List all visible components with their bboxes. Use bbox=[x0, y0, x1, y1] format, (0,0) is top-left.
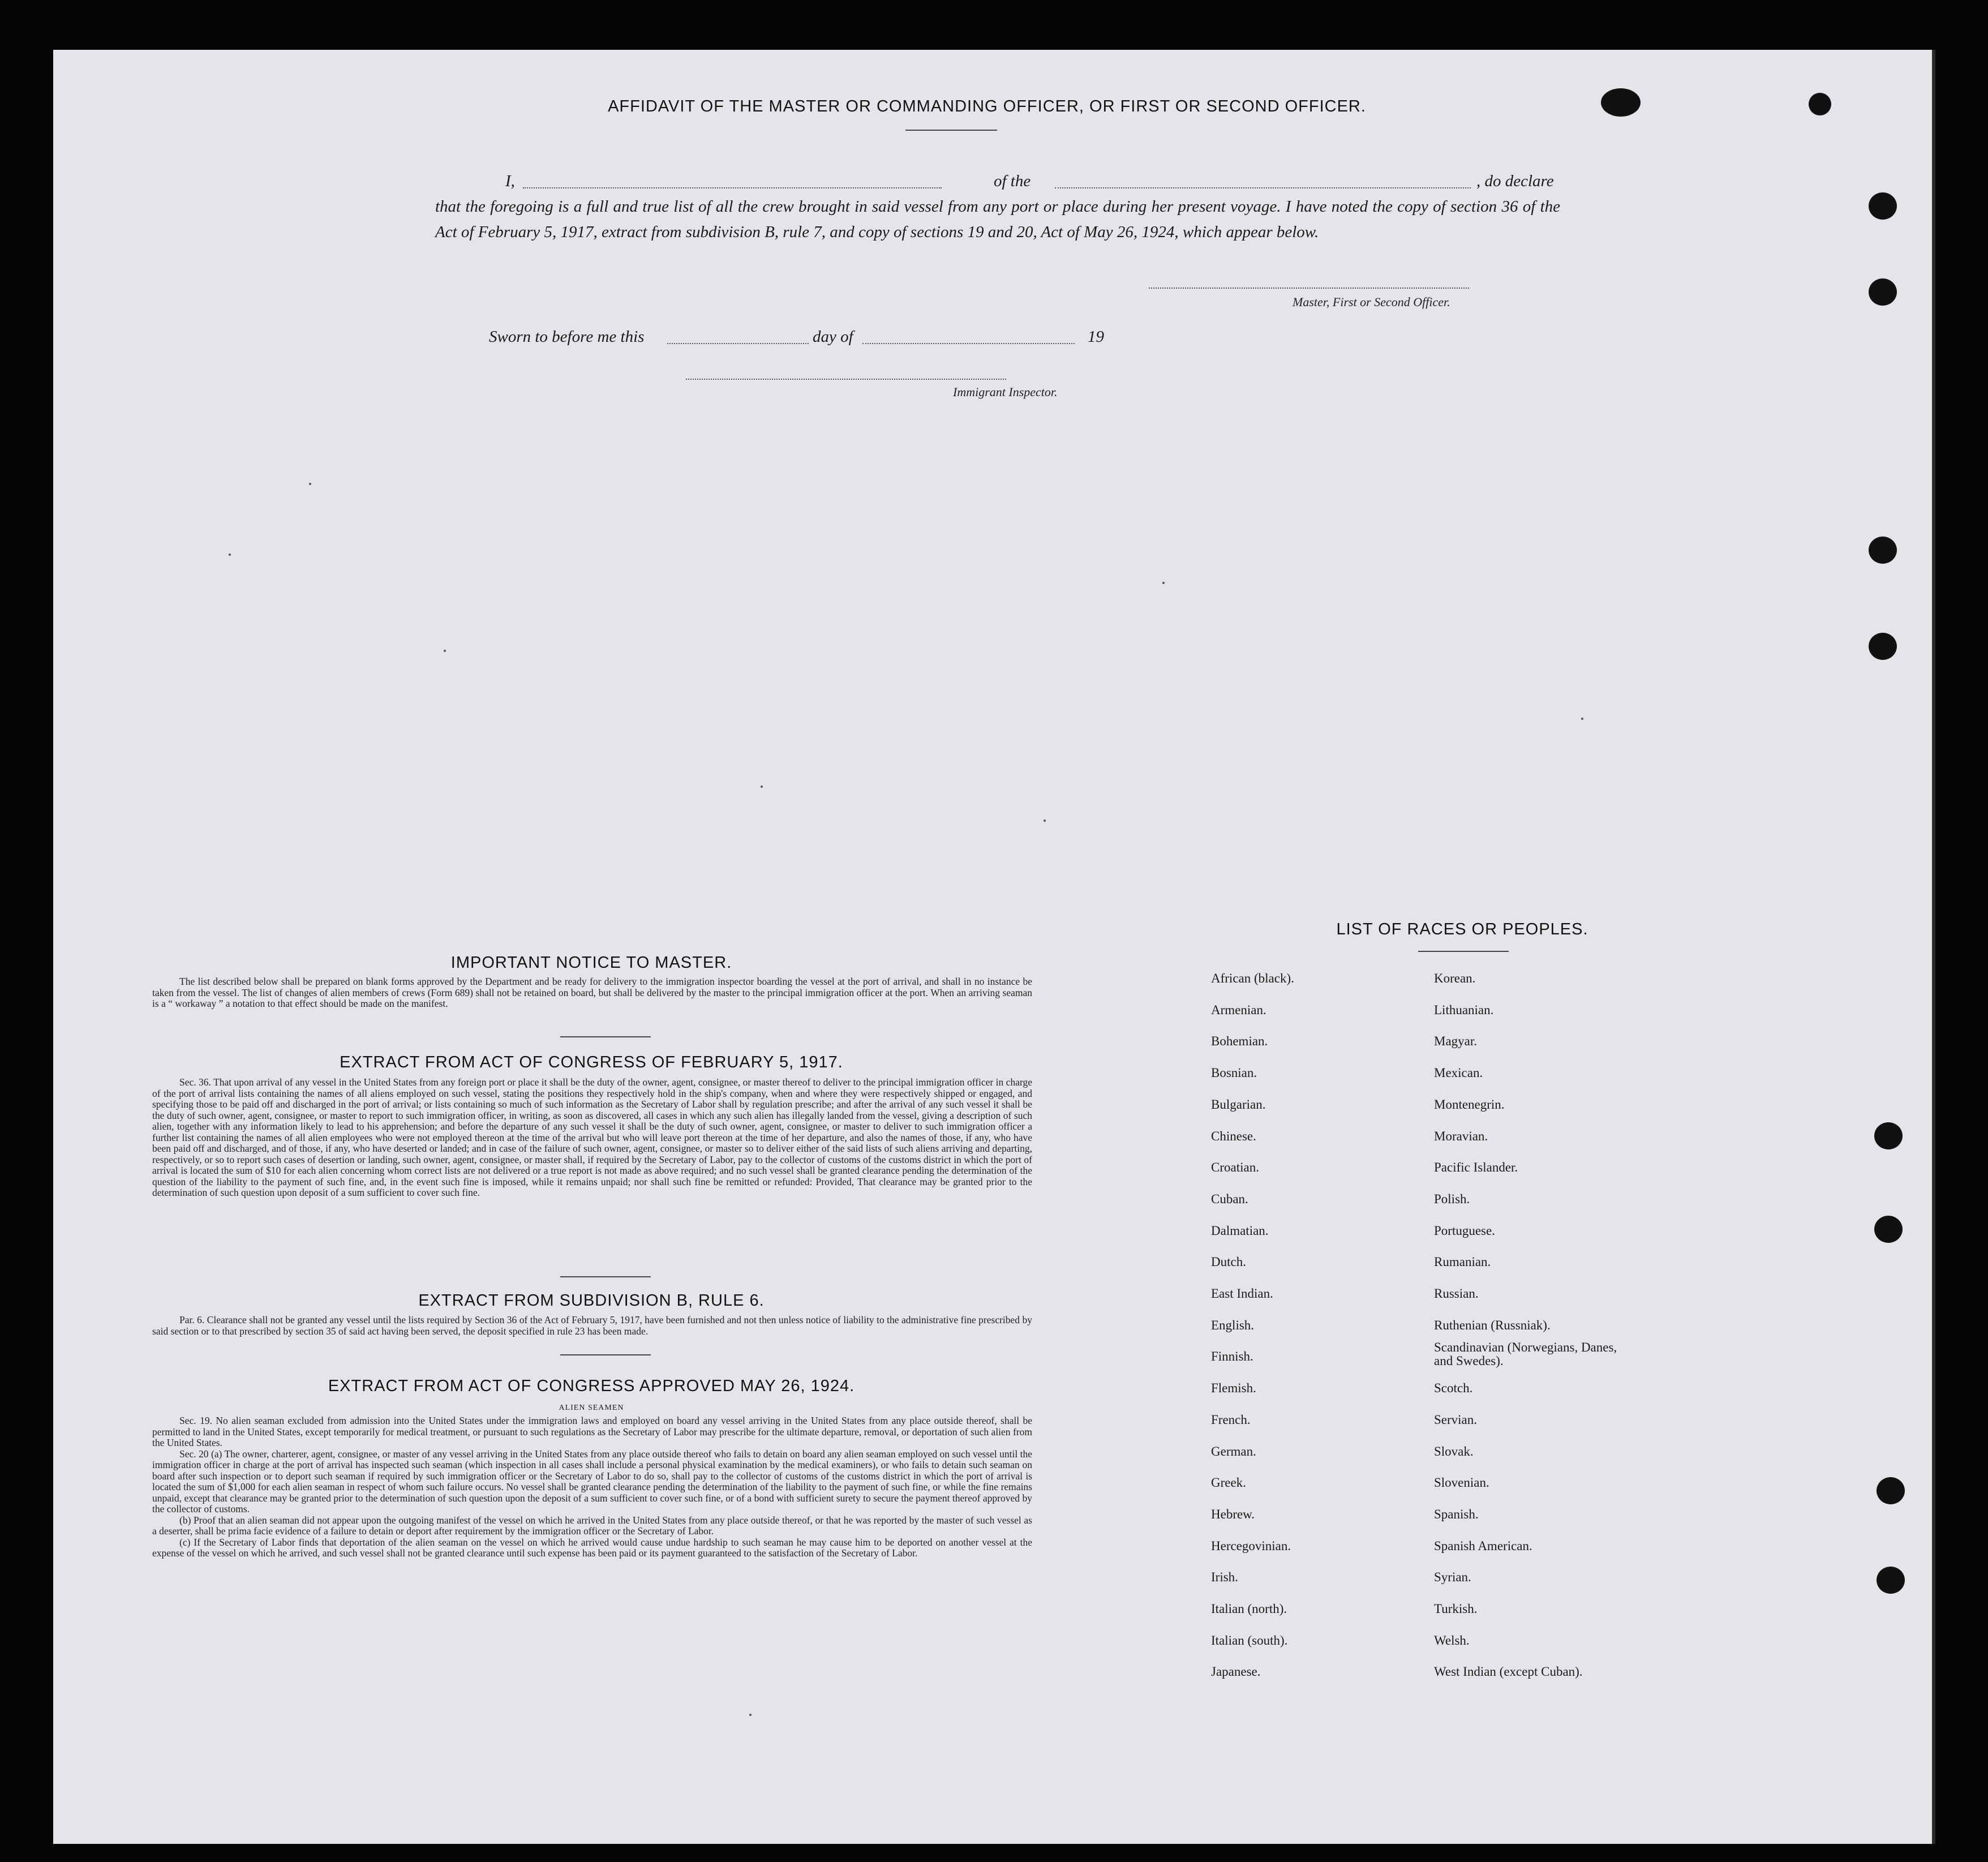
affidavit-title: AFFIDAVIT OF THE MASTER OR COMMANDING OFFICER, OR FIRST OR SECOND OFFICER. bbox=[608, 97, 1366, 115]
inspector-signature-caption: Immigrant Inspector. bbox=[953, 385, 1058, 399]
scan-speck bbox=[1581, 718, 1583, 720]
race-item: Russian. bbox=[1434, 1286, 1479, 1301]
race-item: Welsh. bbox=[1434, 1633, 1470, 1648]
subdivision-divider bbox=[560, 1354, 651, 1355]
race-item: Hercegovinian. bbox=[1211, 1538, 1291, 1553]
races-title: LIST OF RACES OR PEOPLES. bbox=[1336, 920, 1588, 938]
race-item: Korean. bbox=[1434, 971, 1476, 985]
vessel-name-field[interactable] bbox=[1055, 187, 1471, 188]
race-item: Greek. bbox=[1211, 1475, 1246, 1490]
master-signature-caption: Master, First or Second Officer. bbox=[1293, 295, 1450, 309]
subdivision-text: Par. 6. Clearance shall not be granted any vessel until the lists required by Section 36 of the Act of February 5, 1917, have been furnished and not then unless notice of liability to the administrative fine prescribed by said section or to that prescribed by section 35 of said act having been served, the deposit specified in rule 23 has been made. bbox=[152, 1314, 1032, 1337]
race-item: Spanish. bbox=[1434, 1507, 1479, 1521]
notice-divider bbox=[560, 1036, 651, 1037]
notice-text: The list described below shall be prepared on blank forms approved by the Department and be ready for delivery to the immigration inspector boarding the vessel at the port of arrival, and shall in no instance be taken from the vessel. The list of changes of alien members of crews (Form 689) shall not be retained on board, but shall be delivered by the master to the principal immigration officer at the port. When an arriving seaman is a “ workaway ” a notation to that effect should be made on the manifest. bbox=[152, 976, 1032, 1009]
race-item: Bohemian. bbox=[1211, 1034, 1268, 1049]
scan-speck bbox=[444, 650, 446, 652]
punch-hole bbox=[1869, 537, 1897, 564]
sworn-label: Sworn to before me this bbox=[489, 328, 645, 346]
punch-hole bbox=[1874, 1122, 1903, 1149]
races-left-column bbox=[1211, 963, 1294, 1688]
section-20b-paragraph: (b) Proof that an alien seaman did not appear upon the outgoing manifest of the vessel on which he arrived in the United States from any place outside thereof, or that he was reported by the master of such vessel as a deserter, shall be prima facie evidence of a failure to detain or deport after requirement by the immigration officer or the Secretary of Labor. bbox=[152, 1514, 1032, 1537]
race-item: African (black). bbox=[1211, 971, 1294, 985]
extract-1917-title: EXTRACT FROM ACT OF CONGRESS OF FEBRUARY 5, 1917. bbox=[340, 1053, 843, 1071]
race-item: Turkish. bbox=[1434, 1602, 1478, 1616]
race-item: Bosnian. bbox=[1211, 1066, 1257, 1080]
races-right-column bbox=[1434, 963, 1621, 1688]
race-item: Magyar. bbox=[1434, 1034, 1478, 1049]
race-item: Irish. bbox=[1211, 1570, 1238, 1585]
race-item: Ruthenian (Russniak). bbox=[1434, 1318, 1551, 1332]
affidavit-statement: that the foregoing is a full and true list of all the crew brought in said vessel from any port or place during her present voyage. I have noted the copy of section 36 of the Act of February 5, 1917, extract from subdivision B, rule 7, and copy of sections 19 and 20, Act of May 26, 1924, which appear below. bbox=[435, 198, 1560, 241]
race-item: Flemish. bbox=[1211, 1381, 1256, 1396]
race-item: Lithuanian. bbox=[1434, 1002, 1494, 1017]
race-item: Japanese. bbox=[1211, 1664, 1261, 1679]
scan-speck bbox=[309, 483, 311, 485]
race-item: East Indian. bbox=[1211, 1286, 1273, 1301]
extract-1917-text: Sec. 36. That upon arrival of any vessel in the United States from any foreign port or place it shall be the duty of the owner, agent, consignee, or master thereof to deliver to the principal immigration officer in charge of the port of arrival lists containing the names of all aliens employed on such vessel, stating the positions they respectively hold in the ship's company, when and where they were respectively shipped or engaged, and specifying those to be paid off and discharged in the port of arrival; or lists containing so much of such information as the Secretary of Labor shall by regulation prescribe; and after the arrival of any such vessel it shall be the duty of such owner, agent, consignee, or master to report to such immigration officer, in writing, as soon as discovered, all cases in which any such alien has illegally landed from the vessel, giving a description of such alien, together with any information likely to lead to his apprehension; and before the departure of any such vessel it shall be the duty of such owner, agent, consignee, or master to deliver to such immigration officer a further list containing the names of all alien employees who were not employed thereon at the time of the arrival but who will leave port thereon at the time of her departure, and also the names of those, if any, who have been paid off and discharged, and of those, if any, who have deserted or landed; and in case of the failure of such owner, agent, consignee, or master so to deliver either of the said lists of such aliens arriving and departing, respectively, or so to report such cases of desertion or landing, such owner, agent, consignee, or master shall, if required by the Secretary of Labor, pay to the collector of customs of the customs district in which the port of arrival is located the sum of $10 for each alien concerning whom correct lists are not delivered or a true report is not made as above required; and no such vessel shall be granted clearance pending the determination of the question of the liability to the payment of such fine, and, in the event such fine is imposed, while it remains unpaid; nor shall such fine be remitted or refunded: Provided, That clearance may be granted prior to the determination of such question upon deposit of a sum sufficient to cover such fine. bbox=[152, 1076, 1032, 1198]
day-of-label: day of bbox=[813, 328, 853, 346]
punch-hole bbox=[1809, 93, 1831, 115]
notice-title: IMPORTANT NOTICE TO MASTER. bbox=[450, 954, 732, 972]
scan-speck bbox=[1044, 820, 1046, 822]
subdivision-title: EXTRACT FROM SUBDIVISION B, RULE 6. bbox=[418, 1292, 765, 1310]
affidavit-first-line bbox=[435, 169, 1560, 194]
section-19-paragraph: Sec. 19. No alien seaman excluded from admission into the United States under the immigration laws and employed on board any vessel arriving in the United States from any place outside thereof, shall be permitted to land in the United States, except temporarily for medical treatment, or pursuant to such regulations as the Secretary of Labor may prescribe for the ultimate departure, removal, or deportation of such alien from the United States. bbox=[152, 1415, 1032, 1448]
extract-1924-title: EXTRACT FROM ACT OF CONGRESS APPROVED MAY 26, 1924. bbox=[328, 1377, 855, 1395]
race-item: Slovenian. bbox=[1434, 1475, 1489, 1490]
scan-speck bbox=[761, 786, 763, 788]
alien-seamen-subtitle: ALIEN SEAMEN bbox=[559, 1404, 624, 1412]
race-item: Mexican. bbox=[1434, 1066, 1483, 1080]
race-item: Polish. bbox=[1434, 1191, 1470, 1206]
scan-speck bbox=[749, 1714, 752, 1716]
title-divider bbox=[905, 130, 997, 131]
race-item: Slovak. bbox=[1434, 1444, 1474, 1458]
race-item: Dutch. bbox=[1211, 1255, 1246, 1269]
race-item: West Indian (except Cuban). bbox=[1434, 1664, 1583, 1679]
race-item: Armenian. bbox=[1211, 1002, 1266, 1017]
race-item: Italian (south). bbox=[1211, 1633, 1288, 1648]
punch-hole bbox=[1877, 1567, 1905, 1594]
declarant-prefix: I, bbox=[505, 172, 515, 190]
race-item: Montenegrin. bbox=[1434, 1097, 1505, 1112]
race-item: Moravian. bbox=[1434, 1129, 1488, 1143]
race-item: Portuguese. bbox=[1434, 1223, 1495, 1238]
declarant-name-field[interactable] bbox=[523, 187, 942, 188]
race-item: Syrian. bbox=[1434, 1570, 1471, 1585]
punch-hole bbox=[1869, 192, 1897, 220]
race-item: Scandinavian (Norwegians, Danes, and Swedes). bbox=[1434, 1340, 1617, 1368]
race-item: Cuban. bbox=[1211, 1191, 1248, 1206]
of-the-label: of the bbox=[994, 172, 1031, 190]
race-item: Scotch. bbox=[1434, 1381, 1473, 1396]
sworn-line bbox=[489, 324, 1196, 350]
race-item: Croatian. bbox=[1211, 1160, 1259, 1175]
punch-hole bbox=[1869, 633, 1897, 660]
race-item: Hebrew. bbox=[1211, 1507, 1255, 1521]
race-item: Pacific Islander. bbox=[1434, 1160, 1518, 1175]
sworn-month-field[interactable] bbox=[862, 343, 1075, 344]
race-item: Finnish. bbox=[1211, 1349, 1253, 1364]
punch-hole bbox=[1877, 1477, 1905, 1504]
sworn-day-field[interactable] bbox=[667, 343, 809, 344]
punch-hole bbox=[1869, 278, 1897, 306]
race-item: Bulgarian. bbox=[1211, 1097, 1266, 1112]
race-item: English. bbox=[1211, 1318, 1255, 1332]
ink-blot bbox=[1601, 88, 1641, 117]
race-item: Dalmatian. bbox=[1211, 1223, 1269, 1238]
punch-hole bbox=[1874, 1216, 1903, 1243]
scan-speck bbox=[1162, 582, 1165, 584]
section-20c-paragraph: (c) If the Secretary of Labor finds that deportation of the alien seaman on the vessel on which he arrived would cause undue hardship to such seaman he may cause him to be deported on another vessel at the expense of the vessel on which he arrived, and such vessel shall not be granted clearance until such expense has been paid or its payment guaranteed to the satisfaction of the Secretary of Labor. bbox=[152, 1536, 1032, 1559]
form-page bbox=[53, 50, 1935, 1844]
year-prefix: 19 bbox=[1088, 328, 1104, 346]
section-20a-paragraph: Sec. 20 (a) The owner, charterer, agent, consignee, or master of any vessel arriving in the United States from any place outside thereof who fails to detain on board any alien seaman employed on such vessel until the immigration officer in charge at the port of arrival has inspected such seaman (which inspection in all cases shall include a personal physical examination by the medical examiners), or who fails to detain such seaman on board after such inspection or to deport such seaman if required by such immigration officer or the Secretary of Labor to do so, shall pay to the collector of customs of the customs district in which the port of arrival is located the sum of $1,000 for each alien seaman in respect of whom such failure occurs. No vessel shall be granted clearance pending the determination of the liability to the payment of such fine, or while the fine remains unpaid, except that clearance may be granted prior to the determination of such question upon the deposit of a sum sufficient to cover such fine, or of a bond with sufficient surety to secure the payment thereof approved by the collector of customs. bbox=[152, 1448, 1032, 1515]
races-divider bbox=[1418, 951, 1509, 952]
scan-speck bbox=[229, 554, 231, 556]
master-signature-line[interactable] bbox=[1149, 288, 1469, 289]
extract-1917-divider bbox=[560, 1276, 651, 1277]
race-item: Spanish American. bbox=[1434, 1538, 1532, 1553]
race-item: French. bbox=[1211, 1412, 1251, 1427]
race-item: Servian. bbox=[1434, 1412, 1478, 1427]
race-item: Italian (north). bbox=[1211, 1602, 1287, 1616]
extract-1924-text bbox=[152, 1415, 1032, 1559]
race-item: Chinese. bbox=[1211, 1129, 1256, 1143]
race-item: German. bbox=[1211, 1444, 1256, 1458]
race-item: Rumanian. bbox=[1434, 1255, 1491, 1269]
inspector-signature-line[interactable] bbox=[686, 379, 1006, 380]
declare-label: , do declare bbox=[1476, 172, 1554, 190]
